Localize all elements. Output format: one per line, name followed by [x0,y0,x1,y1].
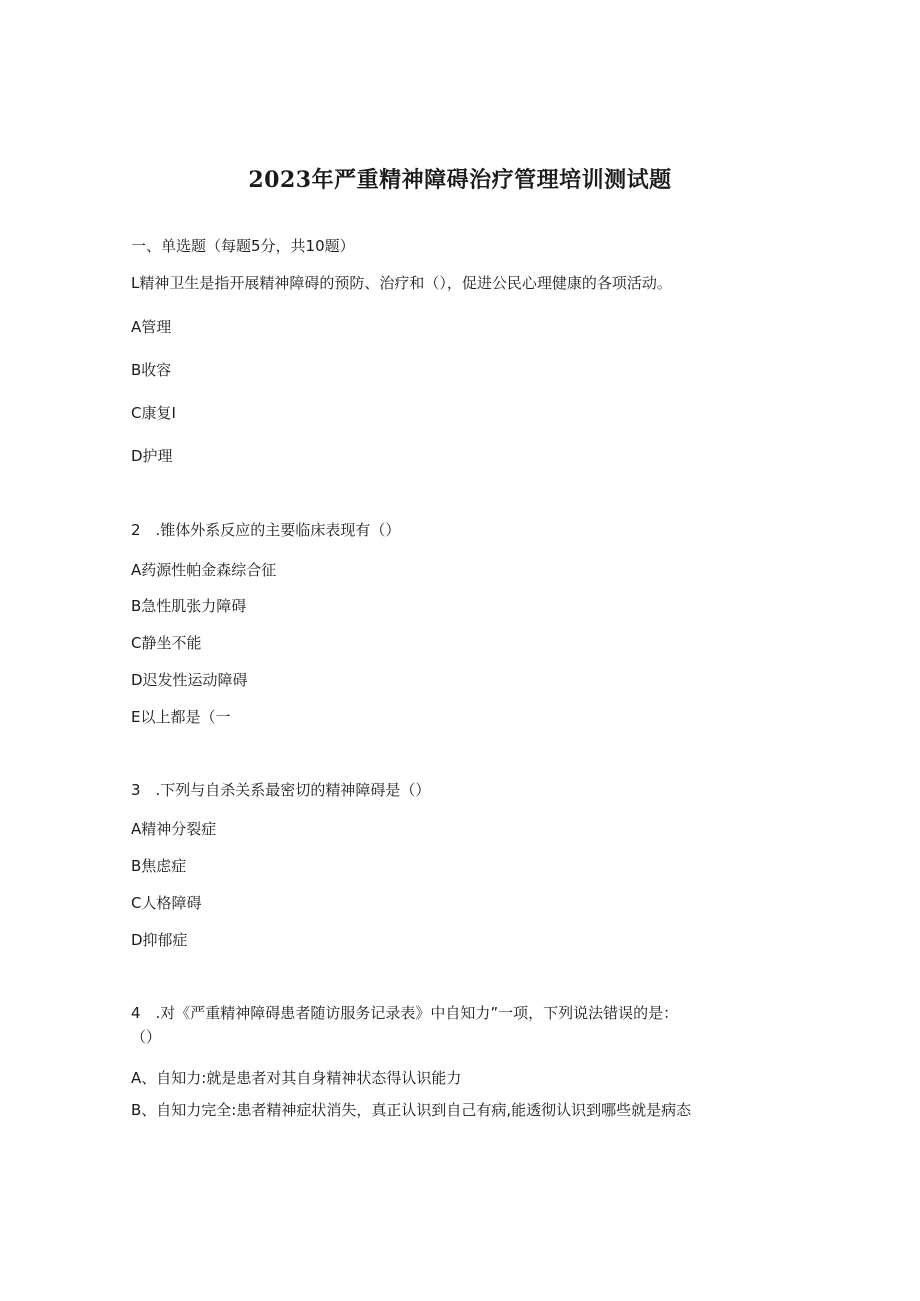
question-1-option-c: C康复I [131,404,176,422]
question-2-option-a: A药源性帕金森综合征 [131,561,277,579]
question-2-option-c: C静坐不能 [131,634,202,652]
question-4-option-b: B、自知力完全:患者精神症状消失，真正认识到自己有病,能透彻认识到哪些就是病态 [131,1101,692,1119]
question-1-option-d: D护理 [131,447,173,465]
question-4-stem: 4 .对《严重精神障碍患者随访服务记录表》中自知力”一项，下列说法错误的是： [131,1004,679,1022]
question-4-stem-continuation: （） [131,1028,162,1046]
question-2-stem: 2 .锥体外系反应的主要临床表现有（） [131,521,401,539]
question-4-option-a: A、自知力:就是患者对其自身精神状态得认识能力 [131,1069,462,1087]
question-3-option-a: A精神分裂症 [131,820,217,838]
question-1-option-a: A管理 [131,318,172,336]
question-1-stem: L精神卫生是指开展精神障碍的预防、治疗和（），促进公民心理健康的各项活动。 [131,274,672,292]
question-3-stem: 3 .下列与自杀关系最密切的精神障碍是（） [131,781,431,799]
question-2-option-e: E以上都是（一 [131,708,231,726]
question-2-option-b: B急性肌张力障碍 [131,597,247,615]
question-3-option-c: C人格障碍 [131,894,202,912]
section-heading: 一、单选题（每题5分，共10题） [131,237,355,255]
document-title: 2023年严重精神障碍治疗管理培训测试题 [248,167,672,193]
question-2-option-d: D迟发性运动障碍 [131,671,248,689]
question-1-option-b: B收容 [131,361,172,379]
question-3-option-d: D抑郁症 [131,931,188,949]
question-3-option-b: B焦虑症 [131,857,187,875]
